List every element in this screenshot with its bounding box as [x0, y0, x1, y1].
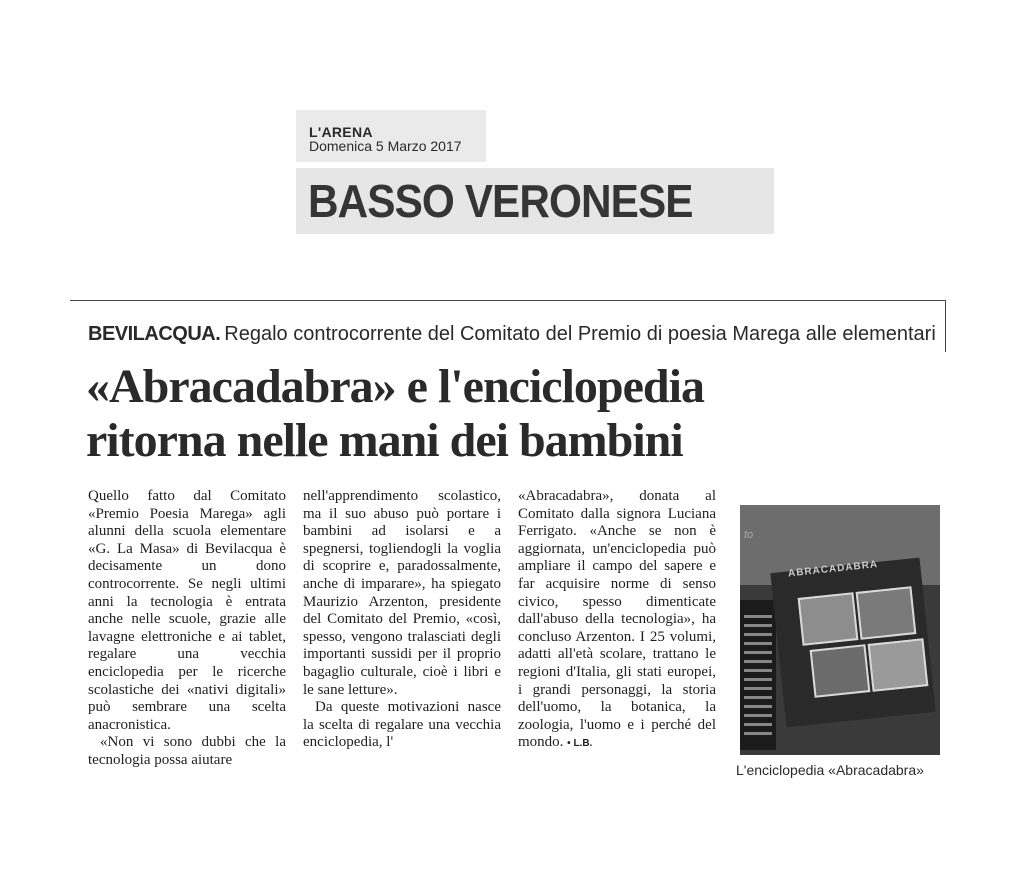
volume-cover	[856, 586, 917, 640]
paragraph: Quello fatto dal Comitato «Premio Poesia Marega» agli alunni della scuola elementare «G. La Masa» di Bevilacqua è decisamente un dono controcorrente. Se negli ultimi anni la tecnologia è entrata anche nelle scuole, grazie alle lavagne elettroniche e ai tablet, regalare una vecchia enciclopedia per le ricerche scolastiche dei «nativi digitali» può sembrare una scelta anacronistica.	[88, 488, 286, 733]
article-kicker	[88, 323, 936, 346]
article-side-rule	[945, 300, 946, 352]
paragraph-text: «Abracadabra», donata al Comitato dalla signora Luciana Ferrigato. «Anche se non è aggiornata, un'enciclopedia può ampliare il campo del sapere e far acquisire norme di senso civico, spesso dimenticate dall'abuso della tecnologia», ha concluso Arzenton. I 25 volumi, adatti all'età scolare, trattano le regioni d'Italia, gli stati europei, i grandi personaggi, la storia dell'uomo, la botanica, la zoologia, l'uomo e i perché del mondo.	[518, 488, 716, 751]
encyclopedia-box-label: ABRACADABRA	[787, 559, 879, 580]
headline-line-1: «Abracadabra» e l'enciclopedia	[86, 360, 704, 413]
photo-corner-text: to	[744, 529, 754, 541]
text-column-2	[303, 488, 501, 752]
paragraph: nell'apprendimento scolastico, ma il suo abuso può portare i bambini ad isolarsi e a spegnersi, togliendogli la voglia di scoprire e, paradossalmente, anche di imparare», ha spiegato Maurizio Arzenton, presidente del Comitato del Premio, «così, spesso, vengono tralasciati degli importanti sussidi per il proprio bagaglio culturale, cioè i libri e le sane letture».	[303, 488, 501, 698]
article	[70, 300, 946, 800]
paragraph	[518, 488, 716, 753]
volume-cover	[798, 592, 859, 646]
section-title: BASSO VERONESE	[308, 175, 693, 227]
paragraph: Da queste motivazioni nasce la scelta di regalare una vecchia enciclopedia, l'	[303, 699, 501, 751]
article-top-rule	[70, 300, 946, 301]
text-column-3	[518, 488, 716, 753]
publication-date: Domenica 5 Marzo 2017	[309, 138, 462, 154]
encyclopedia-photo	[740, 505, 940, 755]
text-column-1	[88, 488, 286, 770]
dateline-location: BEVILACQUA.	[88, 323, 221, 345]
masthead	[296, 110, 776, 235]
author-signature: • L.B.	[567, 738, 593, 750]
paragraph: «Non vi sono dubbi che la tecnologia possa aiutare	[88, 734, 286, 768]
newspaper-name: L'ARENA	[309, 124, 373, 140]
volume-cover	[868, 638, 929, 692]
headline-line-2: ritorna nelle mani dei bambini	[86, 414, 683, 467]
article-headline	[86, 360, 946, 468]
photo-caption: L'enciclopedia «Abracadabra»	[736, 762, 924, 778]
kicker-text: Regalo controcorrente del Comitato del Premio di poesia Marega alle elementari	[224, 323, 936, 345]
volume-cover	[810, 644, 871, 698]
photo-book-spines	[744, 615, 772, 735]
